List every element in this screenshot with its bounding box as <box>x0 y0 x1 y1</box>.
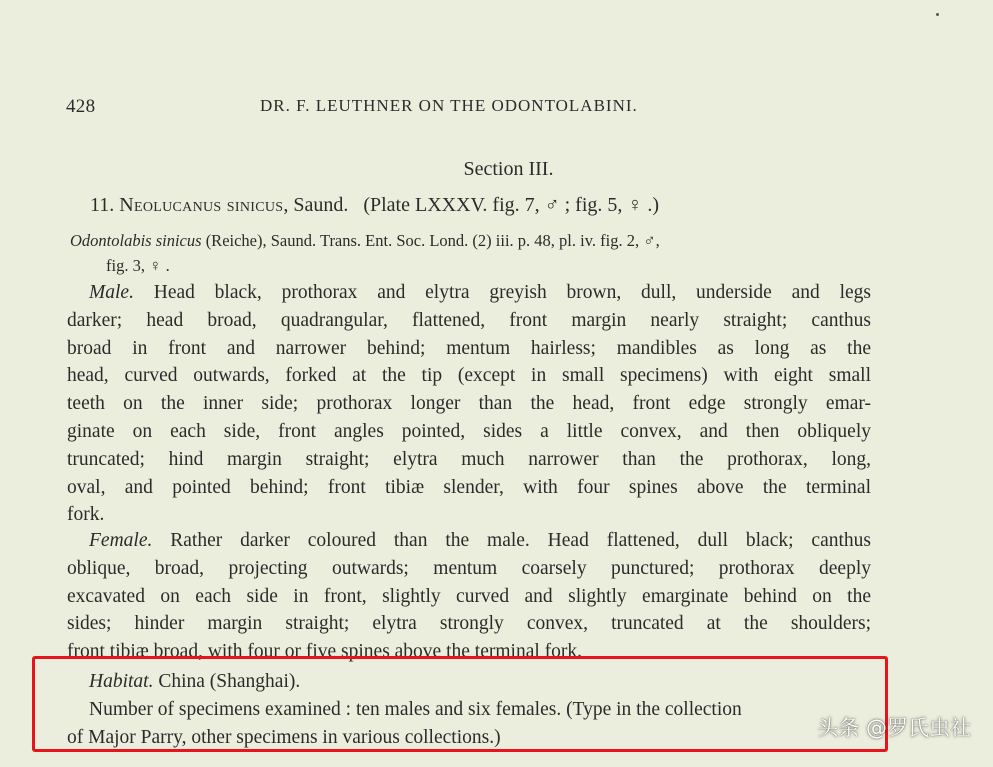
synonymy-reference: (Reiche), Saund. Trans. Ent. Soc. Lond. (2) iii. p. 48, pl. iv. fig. 2, ♂, <box>201 231 660 250</box>
watermark: 头条 @罗氏虫社 <box>817 716 971 740</box>
male-description <box>67 279 871 529</box>
female-lead: Female. <box>89 530 153 551</box>
synonym-name: Odontolabis sinicus <box>70 231 202 250</box>
male-line-8: oval, and pointed behind; front tibiæ slender, with four spines above the terminal <box>67 476 871 498</box>
male-lead: Male. <box>89 282 134 303</box>
species-heading <box>90 194 659 217</box>
red-highlight-box <box>32 656 888 752</box>
page-number: 428 <box>66 96 96 117</box>
female-line-3: excavated on each side in front, slightly curved and slightly emarginate behind on the <box>67 585 871 607</box>
female-description <box>67 527 871 666</box>
synonymy-citation <box>70 228 870 278</box>
male-line-4: head, curved outwards, forked at the tip (except in small specimens) with eight small <box>67 365 871 387</box>
habitat-value: China (Shanghai). <box>153 671 301 692</box>
specimens-line-2: of Major Parry, other specimens in various collections.) <box>67 727 501 748</box>
female-line-5: front tibiæ broad, with four or five spines above the terminal fork. <box>67 641 582 663</box>
male-line-2: darker; head broad, quadrangular, flattened, front margin nearly straight; canthus <box>67 309 871 331</box>
male-line-5: teeth on the inner side; prothorax longer than the head, front edge strongly emar- <box>67 393 871 415</box>
scan-speck <box>936 13 939 16</box>
female-line-2: oblique, broad, projecting outwards; mentum coarsely punctured; prothorax deeply <box>67 557 871 579</box>
section-heading: Section III. <box>463 158 554 180</box>
species-name: Neolucanus sinicus <box>119 194 284 216</box>
male-line-1: Male. Head black, prothorax and elytra greyish brown, dull, underside and legs <box>89 282 871 303</box>
running-head <box>66 96 876 120</box>
plate-reference: (Plate LXXXV. fig. 7, ♂ ; fig. 5, ♀ .) <box>363 194 660 216</box>
habitat-lead: Habitat. <box>89 671 154 692</box>
male-line-3: broad in front and narrower behind; mentum hairless; mandibles as long as the <box>67 337 871 359</box>
female-line-1: Female. Rather darker coloured than the male. Head flattened, dull black; canthus <box>89 530 871 551</box>
female-line-4: sides; hinder margin straight; elytra strongly convex, truncated at the shoulders; <box>67 613 871 635</box>
species-author: , Saund. <box>283 194 349 216</box>
synonymy-line-1 <box>70 228 870 253</box>
running-title: DR. F. LEUTHNER ON THE ODONTOLABINI. <box>260 96 638 115</box>
male-line-9: fork. <box>67 504 105 526</box>
species-number: 11. <box>90 194 115 216</box>
male-line-7: truncated; hind margin straight; elytra much narrower than the prothorax, long, <box>67 448 871 470</box>
specimens-line-1: Number of specimens examined : ten males and six females. (Type in the collection <box>89 699 742 720</box>
synonymy-line-2: fig. 3, ♀ . <box>106 256 170 275</box>
male-line-6: ginate on each side, front angles pointed, sides a little convex, and then obliquely <box>67 420 871 442</box>
